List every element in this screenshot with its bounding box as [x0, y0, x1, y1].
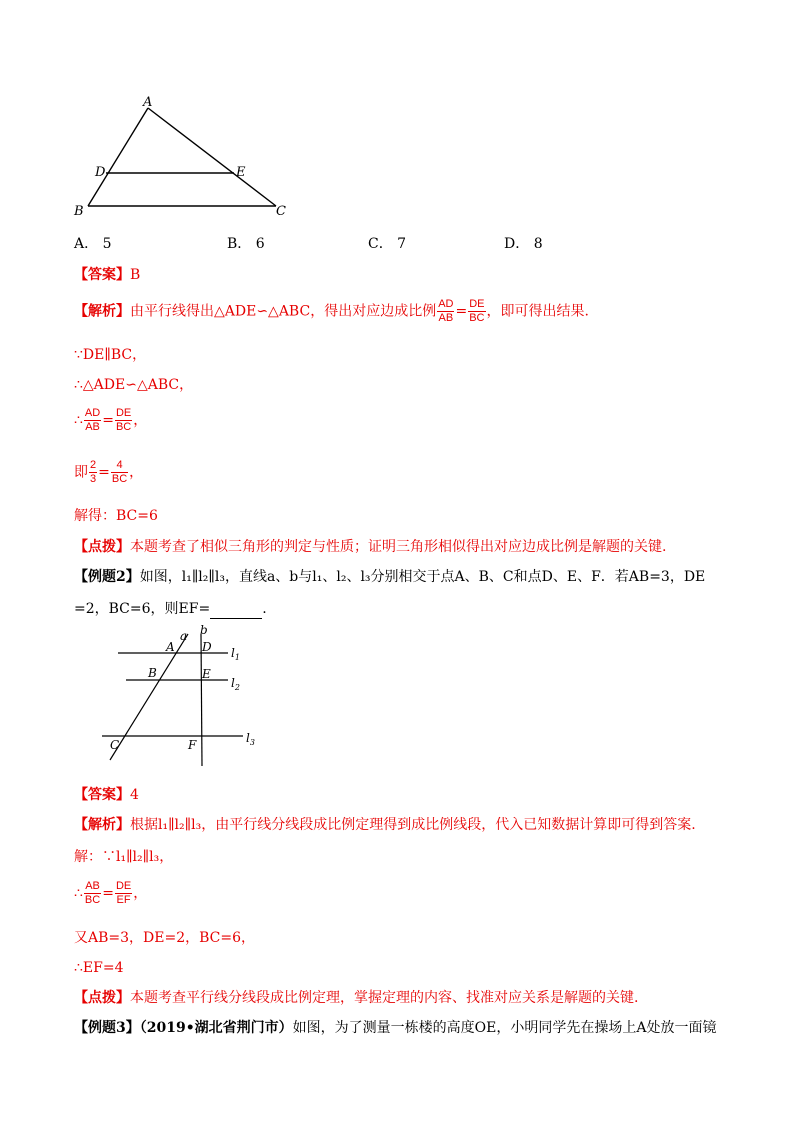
label-l1: $l_1$ [231, 646, 240, 662]
label-E: E [236, 165, 246, 180]
option-c: C． 7 [368, 236, 407, 252]
label-b: b [200, 623, 208, 637]
q2-answer: 【答案】4 [74, 787, 139, 803]
fraction: $\frac{DE}{EF}$ [115, 880, 132, 906]
q2-tip: 【点拨】本题考查平行线分线段成比例定理，掌握定理的内容、找准对应关系是解题的关键. [74, 990, 639, 1006]
label-E: E [202, 667, 211, 681]
label-B: B [148, 666, 157, 680]
parallel-lines-figure [98, 622, 278, 770]
q2-step2: ∴ $\frac{AB}{BC}$ = $\frac{DE}{EF}$ ， [74, 880, 148, 906]
q1-step5: 解得：BC=6 [74, 508, 158, 524]
triangle-figure [70, 92, 300, 222]
label-F: F [188, 738, 197, 752]
q2-step3: 又AB=3，DE=2，BC=6， [74, 930, 256, 946]
q1-step3: ∴ $\frac{AD}{AB}$ = $\frac{DE}{BC}$ ， [74, 407, 148, 433]
fraction: $\frac{2}{3}$ [90, 459, 97, 485]
label-A: A [166, 640, 175, 654]
label-a: a [180, 629, 188, 643]
option-d: D． 8 [504, 236, 543, 252]
q2-question-line1: 【例题2】如图，l₁∥l₂∥l₃，直线a、b与l₁、l₂、l₃分别相交于点A、B、C和点D、E、F．若AB=3，DE [74, 569, 706, 585]
option-b: B． 6 [227, 236, 265, 252]
q2-analysis: 【解析】根据l₁∥l₂∥l₃，由平行线分线段成比例定理得到成比例线段，代入已知数据计算即可得到答案. [74, 817, 696, 833]
option-a: A． 5 [74, 236, 112, 252]
fraction: $\frac{AD}{AB}$ [438, 298, 454, 324]
fraction: $\frac{AD}{AB}$ [84, 407, 101, 433]
q2-step4: ∴EF=4 [74, 960, 124, 976]
fraction: $\frac{DE}{BC}$ [469, 298, 485, 324]
fraction: $\frac{DE}{BC}$ [115, 407, 132, 433]
label-D: D [95, 165, 106, 180]
answer-blank[interactable] [210, 604, 262, 619]
label-l2: $l_2$ [231, 676, 240, 692]
label-C: C [276, 204, 286, 219]
q1-step4: 即 $\frac{2}{3}$ = $\frac{4}{BC}$ ， [74, 459, 144, 485]
q1-answer: 【答案】B [74, 267, 141, 283]
label-l3: $l_3$ [246, 731, 255, 747]
q1-tip: 【点拨】本题考查了相似三角形的判定与性质；证明三角形相似得出对应边成比例是解题的关键. [74, 539, 667, 555]
q1-step1: ∵DE∥BC， [74, 347, 147, 363]
q1-analysis: 【解析】由平行线得出△ADE∽△ABC，得出对应边成比例 $\frac{AD}{AB}$ = $\frac{DE}{BC}$ ，即可得出结果. [74, 298, 589, 324]
fraction: $\frac{4}{BC}$ [111, 459, 128, 485]
label-C: C [110, 738, 120, 752]
q2-question-line2: =2，BC=6，则EF= . [74, 601, 267, 617]
fraction: $\frac{AB}{BC}$ [84, 880, 101, 906]
label-B: B [74, 204, 84, 219]
q1-step2: ∴△ADE∽△ABC， [74, 377, 194, 393]
q3-question: 【例题3】（2019•湖北省荆门市）如图，为了测量一栋楼的高度OE，小明同学先在操场上A处放一面镜 [74, 1020, 717, 1036]
label-A: A [143, 95, 153, 110]
q2-step1: 解：∵l₁∥l₂∥l₃， [74, 849, 174, 865]
label-D: D [202, 640, 212, 654]
